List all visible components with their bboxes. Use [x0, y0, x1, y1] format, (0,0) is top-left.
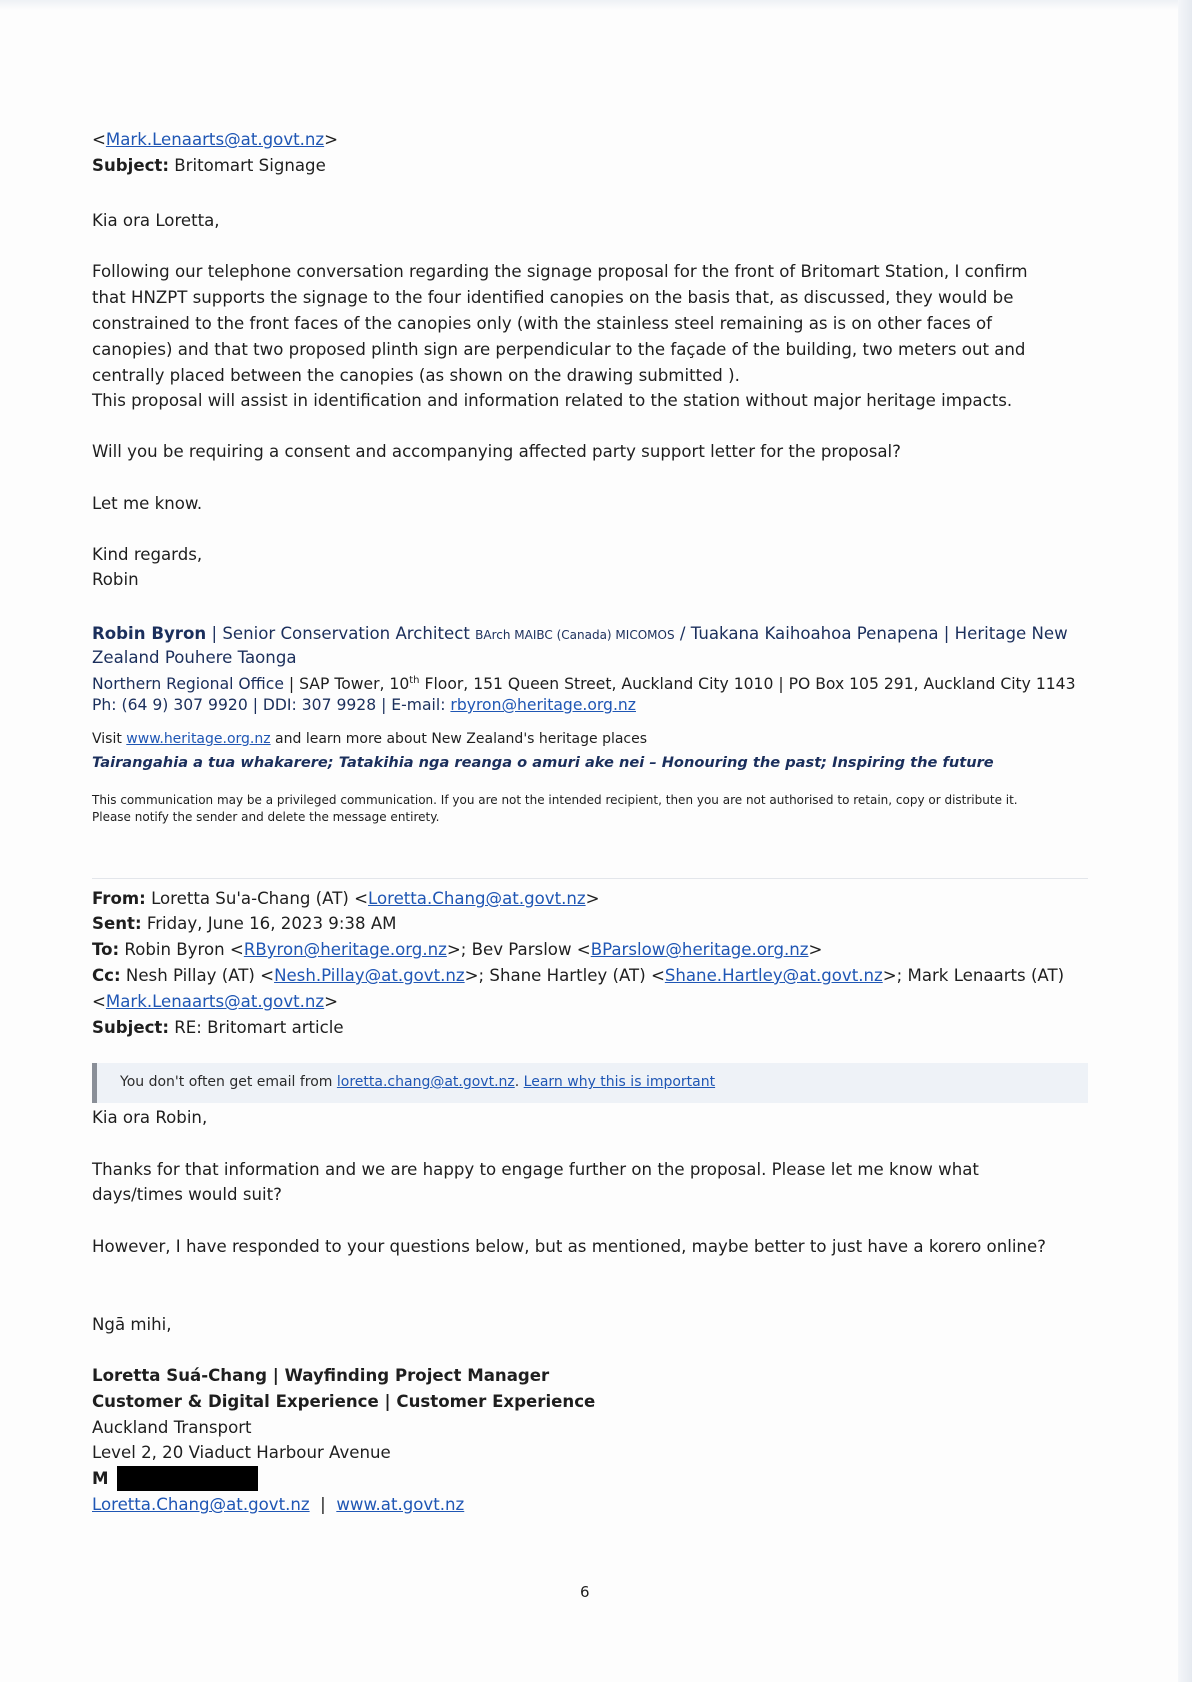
signature-org: Auckland Transport	[92, 1418, 252, 1437]
scan-edge-top	[0, 0, 1192, 10]
website-link-at[interactable]: www.at.govt.nz	[336, 1495, 465, 1514]
signoff-name: Robin	[92, 570, 139, 589]
email-link-mark-cc[interactable]: Mark.Lenaarts@at.govt.nz	[105, 992, 325, 1011]
to-continuation-line: <Mark.Lenaarts@at.govt.nz>	[92, 130, 339, 149]
email-link-loretta-sig[interactable]: Loretta.Chang@at.govt.nz	[92, 1495, 310, 1514]
learn-why-link[interactable]: Learn why this is important	[523, 1074, 716, 1090]
signature-org-line: Zealand Pouhere Taonga	[92, 648, 297, 667]
body-line: Thanks for that information and we are happy to engage further on the proposal. Please let me know what	[92, 1160, 979, 1179]
signature-phone-line: Ph: (64 9) 307 9920 | DDI: 307 9928 | E-mail: rbyron@heritage.org.nz	[92, 696, 636, 714]
visit-line: Visit www.heritage.org.nz and learn more about New Zealand's heritage places	[92, 731, 648, 747]
signature-address: Level 2, 20 Viaduct Harbour Avenue	[92, 1443, 391, 1462]
cc-continuation-line: <Mark.Lenaarts@at.govt.nz>	[92, 992, 339, 1011]
email-link-rbyron[interactable]: rbyron@heritage.org.nz	[450, 696, 636, 714]
email-link-rbyron-to[interactable]: RByron@heritage.org.nz	[243, 940, 447, 959]
body-line: canopies) and that two proposed plinth sign are perpendicular to the façade of the building, two meters out and	[92, 340, 1026, 359]
body-line: centrally placed between the canopies (as shown on the drawing submitted ).	[92, 366, 740, 385]
motto-line: Tairangahia a tua whakarere; Tatakihia nga reanga o amuri ake nei – Honouring the past; Inspiring the future	[92, 754, 994, 771]
body-line: that HNZPT supports the signage to the four identified canopies on the basis that, as discussed, they would be	[92, 288, 1014, 307]
mobile-label: M	[92, 1469, 109, 1488]
greeting: Kia ora Loretta,	[92, 211, 220, 230]
greeting-2: Kia ora Robin,	[92, 1108, 208, 1127]
signature-address-line: Northern Regional Office | SAP Tower, 10th Floor, 151 Queen Street, Auckland City 1010 | PO Box 105 291, Auckland City 1143	[92, 675, 1076, 694]
to-line: To: Robin Byron <RByron@heritage.org.nz>; Bev Parslow <BParslow@heritage.org.nz>	[92, 940, 823, 959]
subject-line: Subject: Britomart Signage	[92, 156, 326, 175]
sent-line: Sent: Friday, June 16, 2023 9:38 AM	[92, 914, 397, 933]
body-line: constrained to the front faces of the canopies only (with the stainless steel remaining as is on other faces of	[92, 314, 993, 333]
scan-edge-right	[1178, 0, 1192, 1682]
signature-links-line: Loretta.Chang@at.govt.nz | www.at.govt.nz	[92, 1495, 465, 1514]
disclaimer-line: Please notify the sender and delete the message entirety.	[92, 810, 440, 824]
cc-line: Cc: Nesh Pillay (AT) <Nesh.Pillay@at.govt.nz>; Shane Hartley (AT) <Shane.Hartley@at.govt.nz>; Mark Lenaarts (AT)	[92, 966, 1065, 985]
email-link-bparslow[interactable]: BParslow@heritage.org.nz	[590, 940, 809, 959]
let-me-know: Let me know.	[92, 494, 203, 513]
signature-dept-line: Customer & Digital Experience | Customer Experience	[92, 1392, 596, 1411]
redaction-box	[117, 1466, 258, 1491]
banner-email-link[interactable]: loretta.chang@at.govt.nz	[336, 1074, 515, 1090]
signature-name-line: Robin Byron | Senior Conservation Architect BArch MAIBC (Canada) MICOMOS / Tuakana Kaihoahoa Penapena | Heritage New	[92, 624, 1068, 643]
banner-text: You don't often get email from loretta.chang@at.govt.nz. Learn why this is important	[120, 1074, 716, 1090]
email-link-nesh[interactable]: Nesh.Pillay@at.govt.nz	[274, 966, 465, 985]
body-line: Following our telephone conversation regarding the signage proposal for the front of Britomart Station, I confirm	[92, 262, 1028, 281]
closing: Ngā mihi,	[92, 1315, 172, 1334]
page-number: 6	[580, 1583, 590, 1601]
body-line: This proposal will assist in identification and information related to the station without major heritage impacts.	[92, 391, 1013, 410]
banner-accent-bar	[92, 1063, 97, 1103]
body-line: However, I have responded to your questions below, but as mentioned, maybe better to just have a korero online?	[92, 1237, 1046, 1256]
subject-line-2: Subject: RE: Britomart article	[92, 1018, 344, 1037]
kind-regards: Kind regards,	[92, 545, 203, 564]
question-line: Will you be requiring a consent and accompanying affected party support letter for the proposal?	[92, 442, 901, 461]
message-divider	[92, 878, 1088, 879]
email-link-mark[interactable]: Mark.Lenaarts@at.govt.nz	[105, 130, 325, 149]
from-line: From: Loretta Su'a-Chang (AT) <Loretta.Chang@at.govt.nz>	[92, 889, 600, 908]
website-link-heritage[interactable]: www.heritage.org.nz	[126, 731, 271, 747]
email-link-loretta[interactable]: Loretta.Chang@at.govt.nz	[368, 889, 586, 908]
signature-title-line: Loretta Suá-Chang | Wayfinding Project Manager	[92, 1366, 550, 1385]
body-line: days/times would suit?	[92, 1185, 282, 1204]
disclaimer-line: This communication may be a privileged communication. If you are not the intended recipient, then you are not authorised to retain, copy or distribute it.	[92, 793, 1018, 807]
email-link-shane[interactable]: Shane.Hartley@at.govt.nz	[664, 966, 883, 985]
